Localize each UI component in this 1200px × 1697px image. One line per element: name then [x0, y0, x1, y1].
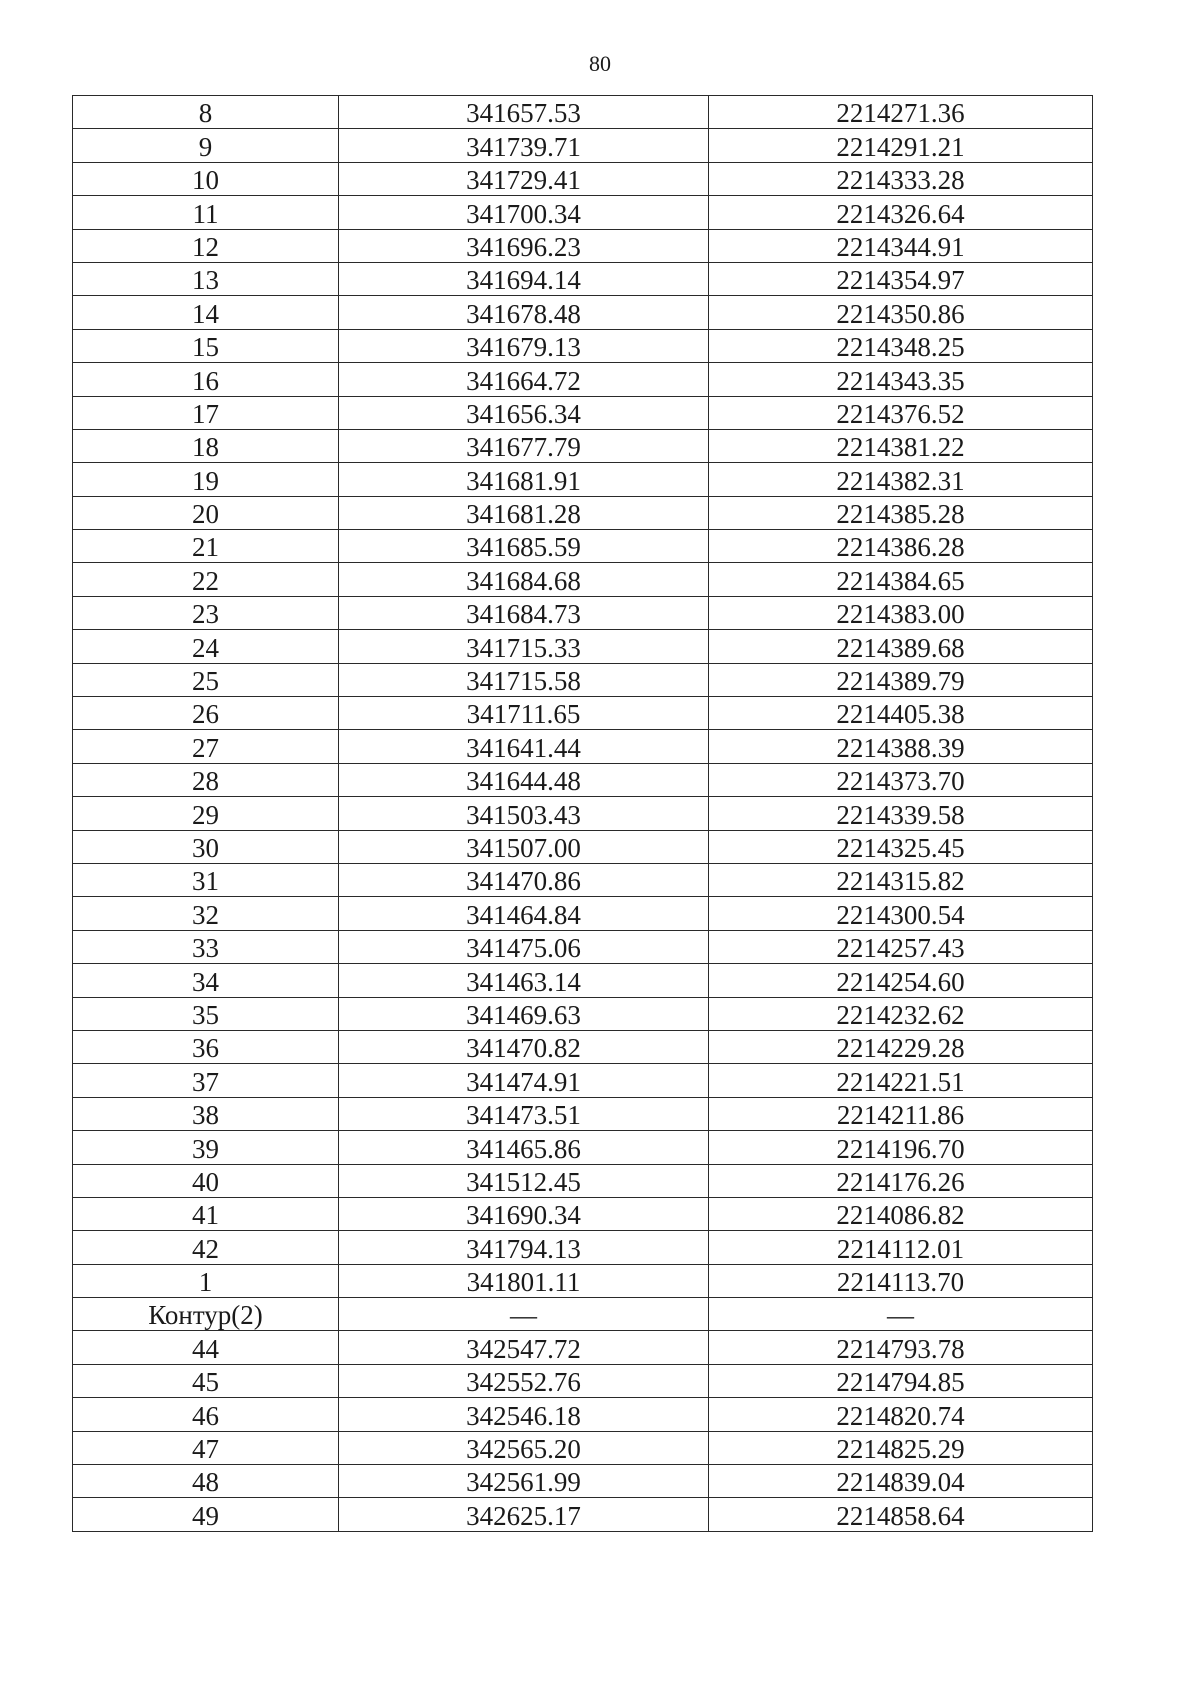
point-number-cell: 17 [73, 396, 339, 429]
y-coordinate-cell: 2214388.39 [709, 730, 1093, 763]
y-coordinate-cell: 2214254.60 [709, 964, 1093, 997]
table-row [73, 797, 1093, 830]
point-number-cell: 46 [73, 1398, 339, 1431]
y-coordinate-cell: 2214386.28 [709, 530, 1093, 563]
x-coordinate-cell: 341715.58 [339, 663, 709, 696]
y-coordinate-cell: 2214257.43 [709, 930, 1093, 963]
x-coordinate-cell: 341801.11 [339, 1264, 709, 1297]
table-row [73, 1264, 1093, 1297]
table-row [73, 296, 1093, 329]
point-number-cell: 27 [73, 730, 339, 763]
table-row [73, 997, 1093, 1030]
x-coordinate-cell: 341473.51 [339, 1097, 709, 1130]
x-coordinate-cell: 342561.99 [339, 1465, 709, 1498]
y-coordinate-cell: 2214384.65 [709, 563, 1093, 596]
point-number-cell: 35 [73, 997, 339, 1030]
x-coordinate-cell: 341684.68 [339, 563, 709, 596]
point-number-cell: Контур(2) [73, 1298, 339, 1331]
y-coordinate-cell: 2214383.00 [709, 596, 1093, 629]
table-row [73, 930, 1093, 963]
table-row [73, 1364, 1093, 1397]
table-row [73, 1064, 1093, 1097]
table-row [73, 463, 1093, 496]
x-coordinate-cell: 341715.33 [339, 630, 709, 663]
table-row [73, 96, 1093, 129]
point-number-cell: 18 [73, 429, 339, 462]
y-coordinate-cell: 2214382.31 [709, 463, 1093, 496]
table-row [73, 1331, 1093, 1364]
y-coordinate-cell: 2214300.54 [709, 897, 1093, 930]
x-coordinate-cell: 341696.23 [339, 229, 709, 262]
point-number-cell: 40 [73, 1164, 339, 1197]
y-coordinate-cell: 2214793.78 [709, 1331, 1093, 1364]
x-coordinate-cell: 341690.34 [339, 1197, 709, 1230]
y-coordinate-cell: 2214381.22 [709, 429, 1093, 462]
x-coordinate-cell: — [339, 1298, 709, 1331]
x-coordinate-cell: 342546.18 [339, 1398, 709, 1431]
table-row [73, 763, 1093, 796]
point-number-cell: 24 [73, 630, 339, 663]
point-number-cell: 45 [73, 1364, 339, 1397]
point-number-cell: 19 [73, 463, 339, 496]
x-coordinate-cell: 342565.20 [339, 1431, 709, 1464]
x-coordinate-cell: 341507.00 [339, 830, 709, 863]
table-row [73, 196, 1093, 229]
y-coordinate-cell: 2214376.52 [709, 396, 1093, 429]
y-coordinate-cell: 2214858.64 [709, 1498, 1093, 1531]
table-row [73, 630, 1093, 663]
x-coordinate-cell: 341685.59 [339, 530, 709, 563]
table-row [73, 730, 1093, 763]
point-number-cell: 48 [73, 1465, 339, 1498]
coordinates-table [72, 95, 1093, 1532]
point-number-cell: 25 [73, 663, 339, 696]
x-coordinate-cell: 342552.76 [339, 1364, 709, 1397]
point-number-cell: 39 [73, 1131, 339, 1164]
x-coordinate-cell: 341679.13 [339, 329, 709, 362]
point-number-cell: 9 [73, 129, 339, 162]
point-number-cell: 29 [73, 797, 339, 830]
y-coordinate-cell: 2214339.58 [709, 797, 1093, 830]
table-row [73, 530, 1093, 563]
y-coordinate-cell: 2214373.70 [709, 763, 1093, 796]
table-row [73, 563, 1093, 596]
y-coordinate-cell: 2214232.62 [709, 997, 1093, 1030]
y-coordinate-cell: 2214086.82 [709, 1197, 1093, 1230]
y-coordinate-cell: 2214196.70 [709, 1131, 1093, 1164]
y-coordinate-cell: 2214271.36 [709, 96, 1093, 129]
y-coordinate-cell: 2214794.85 [709, 1364, 1093, 1397]
point-number-cell: 1 [73, 1264, 339, 1297]
y-coordinate-cell: 2214333.28 [709, 162, 1093, 195]
x-coordinate-cell: 341463.14 [339, 964, 709, 997]
y-coordinate-cell: 2214326.64 [709, 196, 1093, 229]
x-coordinate-cell: 341465.86 [339, 1131, 709, 1164]
point-number-cell: 20 [73, 496, 339, 529]
x-coordinate-cell: 341470.82 [339, 1030, 709, 1063]
x-coordinate-cell: 341700.34 [339, 196, 709, 229]
y-coordinate-cell: 2214820.74 [709, 1398, 1093, 1431]
table-row [73, 262, 1093, 295]
point-number-cell: 10 [73, 162, 339, 195]
x-coordinate-cell: 341656.34 [339, 396, 709, 429]
x-coordinate-cell: 341469.63 [339, 997, 709, 1030]
table-row [73, 697, 1093, 730]
table-row [73, 863, 1093, 896]
point-number-cell: 37 [73, 1064, 339, 1097]
point-number-cell: 31 [73, 863, 339, 896]
y-coordinate-cell: 2214291.21 [709, 129, 1093, 162]
x-coordinate-cell: 341681.28 [339, 496, 709, 529]
table-row [73, 1164, 1093, 1197]
y-coordinate-cell: 2214325.45 [709, 830, 1093, 863]
table-row [73, 129, 1093, 162]
y-coordinate-cell: 2214221.51 [709, 1064, 1093, 1097]
table-row [73, 1465, 1093, 1498]
x-coordinate-cell: 341677.79 [339, 429, 709, 462]
x-coordinate-cell: 341641.44 [339, 730, 709, 763]
y-coordinate-cell: 2214354.97 [709, 262, 1093, 295]
table-row [73, 496, 1093, 529]
point-number-cell: 16 [73, 363, 339, 396]
point-number-cell: 44 [73, 1331, 339, 1364]
point-number-cell: 14 [73, 296, 339, 329]
y-coordinate-cell: — [709, 1298, 1093, 1331]
y-coordinate-cell: 2214389.68 [709, 630, 1093, 663]
y-coordinate-cell: 2214839.04 [709, 1465, 1093, 1498]
table-row [73, 329, 1093, 362]
x-coordinate-cell: 341729.41 [339, 162, 709, 195]
y-coordinate-cell: 2214229.28 [709, 1030, 1093, 1063]
point-number-cell: 33 [73, 930, 339, 963]
point-number-cell: 22 [73, 563, 339, 596]
x-coordinate-cell: 342547.72 [339, 1331, 709, 1364]
point-number-cell: 11 [73, 196, 339, 229]
y-coordinate-cell: 2214385.28 [709, 496, 1093, 529]
table-row [73, 1231, 1093, 1264]
table-row [73, 162, 1093, 195]
table-row [73, 964, 1093, 997]
x-coordinate-cell: 341464.84 [339, 897, 709, 930]
point-number-cell: 36 [73, 1030, 339, 1063]
point-number-cell: 13 [73, 262, 339, 295]
y-coordinate-cell: 2214348.25 [709, 329, 1093, 362]
coordinates-table-body [73, 96, 1093, 1532]
point-number-cell: 47 [73, 1431, 339, 1464]
point-number-cell: 21 [73, 530, 339, 563]
y-coordinate-cell: 2214825.29 [709, 1431, 1093, 1464]
point-number-cell: 30 [73, 830, 339, 863]
point-number-cell: 12 [73, 229, 339, 262]
x-coordinate-cell: 341794.13 [339, 1231, 709, 1264]
point-number-cell: 41 [73, 1197, 339, 1230]
point-number-cell: 32 [73, 897, 339, 930]
x-coordinate-cell: 341684.73 [339, 596, 709, 629]
table-row [73, 1498, 1093, 1531]
table-row [73, 1097, 1093, 1130]
point-number-cell: 8 [73, 96, 339, 129]
table-row [73, 396, 1093, 429]
point-number-cell: 38 [73, 1097, 339, 1130]
table-row [73, 1298, 1093, 1331]
point-number-cell: 49 [73, 1498, 339, 1531]
page-number: 80 [589, 51, 611, 76]
point-number-cell: 23 [73, 596, 339, 629]
table-row [73, 1030, 1093, 1063]
x-coordinate-cell: 341739.71 [339, 129, 709, 162]
x-coordinate-cell: 341503.43 [339, 797, 709, 830]
table-row [73, 1431, 1093, 1464]
y-coordinate-cell: 2214405.38 [709, 697, 1093, 730]
y-coordinate-cell: 2214211.86 [709, 1097, 1093, 1130]
x-coordinate-cell: 342625.17 [339, 1498, 709, 1531]
x-coordinate-cell: 341678.48 [339, 296, 709, 329]
y-coordinate-cell: 2214344.91 [709, 229, 1093, 262]
x-coordinate-cell: 341664.72 [339, 363, 709, 396]
x-coordinate-cell: 341512.45 [339, 1164, 709, 1197]
table-row [73, 229, 1093, 262]
x-coordinate-cell: 341711.65 [339, 697, 709, 730]
table-row [73, 830, 1093, 863]
table-row [73, 1131, 1093, 1164]
y-coordinate-cell: 2214343.35 [709, 363, 1093, 396]
x-coordinate-cell: 341681.91 [339, 463, 709, 496]
y-coordinate-cell: 2214176.26 [709, 1164, 1093, 1197]
table-row [73, 429, 1093, 462]
y-coordinate-cell: 2214113.70 [709, 1264, 1093, 1297]
point-number-cell: 15 [73, 329, 339, 362]
table-row [73, 663, 1093, 696]
x-coordinate-cell: 341657.53 [339, 96, 709, 129]
y-coordinate-cell: 2214112.01 [709, 1231, 1093, 1264]
y-coordinate-cell: 2214350.86 [709, 296, 1093, 329]
x-coordinate-cell: 341470.86 [339, 863, 709, 896]
x-coordinate-cell: 341474.91 [339, 1064, 709, 1097]
x-coordinate-cell: 341694.14 [339, 262, 709, 295]
table-row [73, 363, 1093, 396]
table-row [73, 596, 1093, 629]
y-coordinate-cell: 2214389.79 [709, 663, 1093, 696]
table-row [73, 1197, 1093, 1230]
table-row [73, 1398, 1093, 1431]
y-coordinate-cell: 2214315.82 [709, 863, 1093, 896]
point-number-cell: 34 [73, 964, 339, 997]
table-row [73, 897, 1093, 930]
x-coordinate-cell: 341644.48 [339, 763, 709, 796]
point-number-cell: 28 [73, 763, 339, 796]
point-number-cell: 42 [73, 1231, 339, 1264]
point-number-cell: 26 [73, 697, 339, 730]
x-coordinate-cell: 341475.06 [339, 930, 709, 963]
